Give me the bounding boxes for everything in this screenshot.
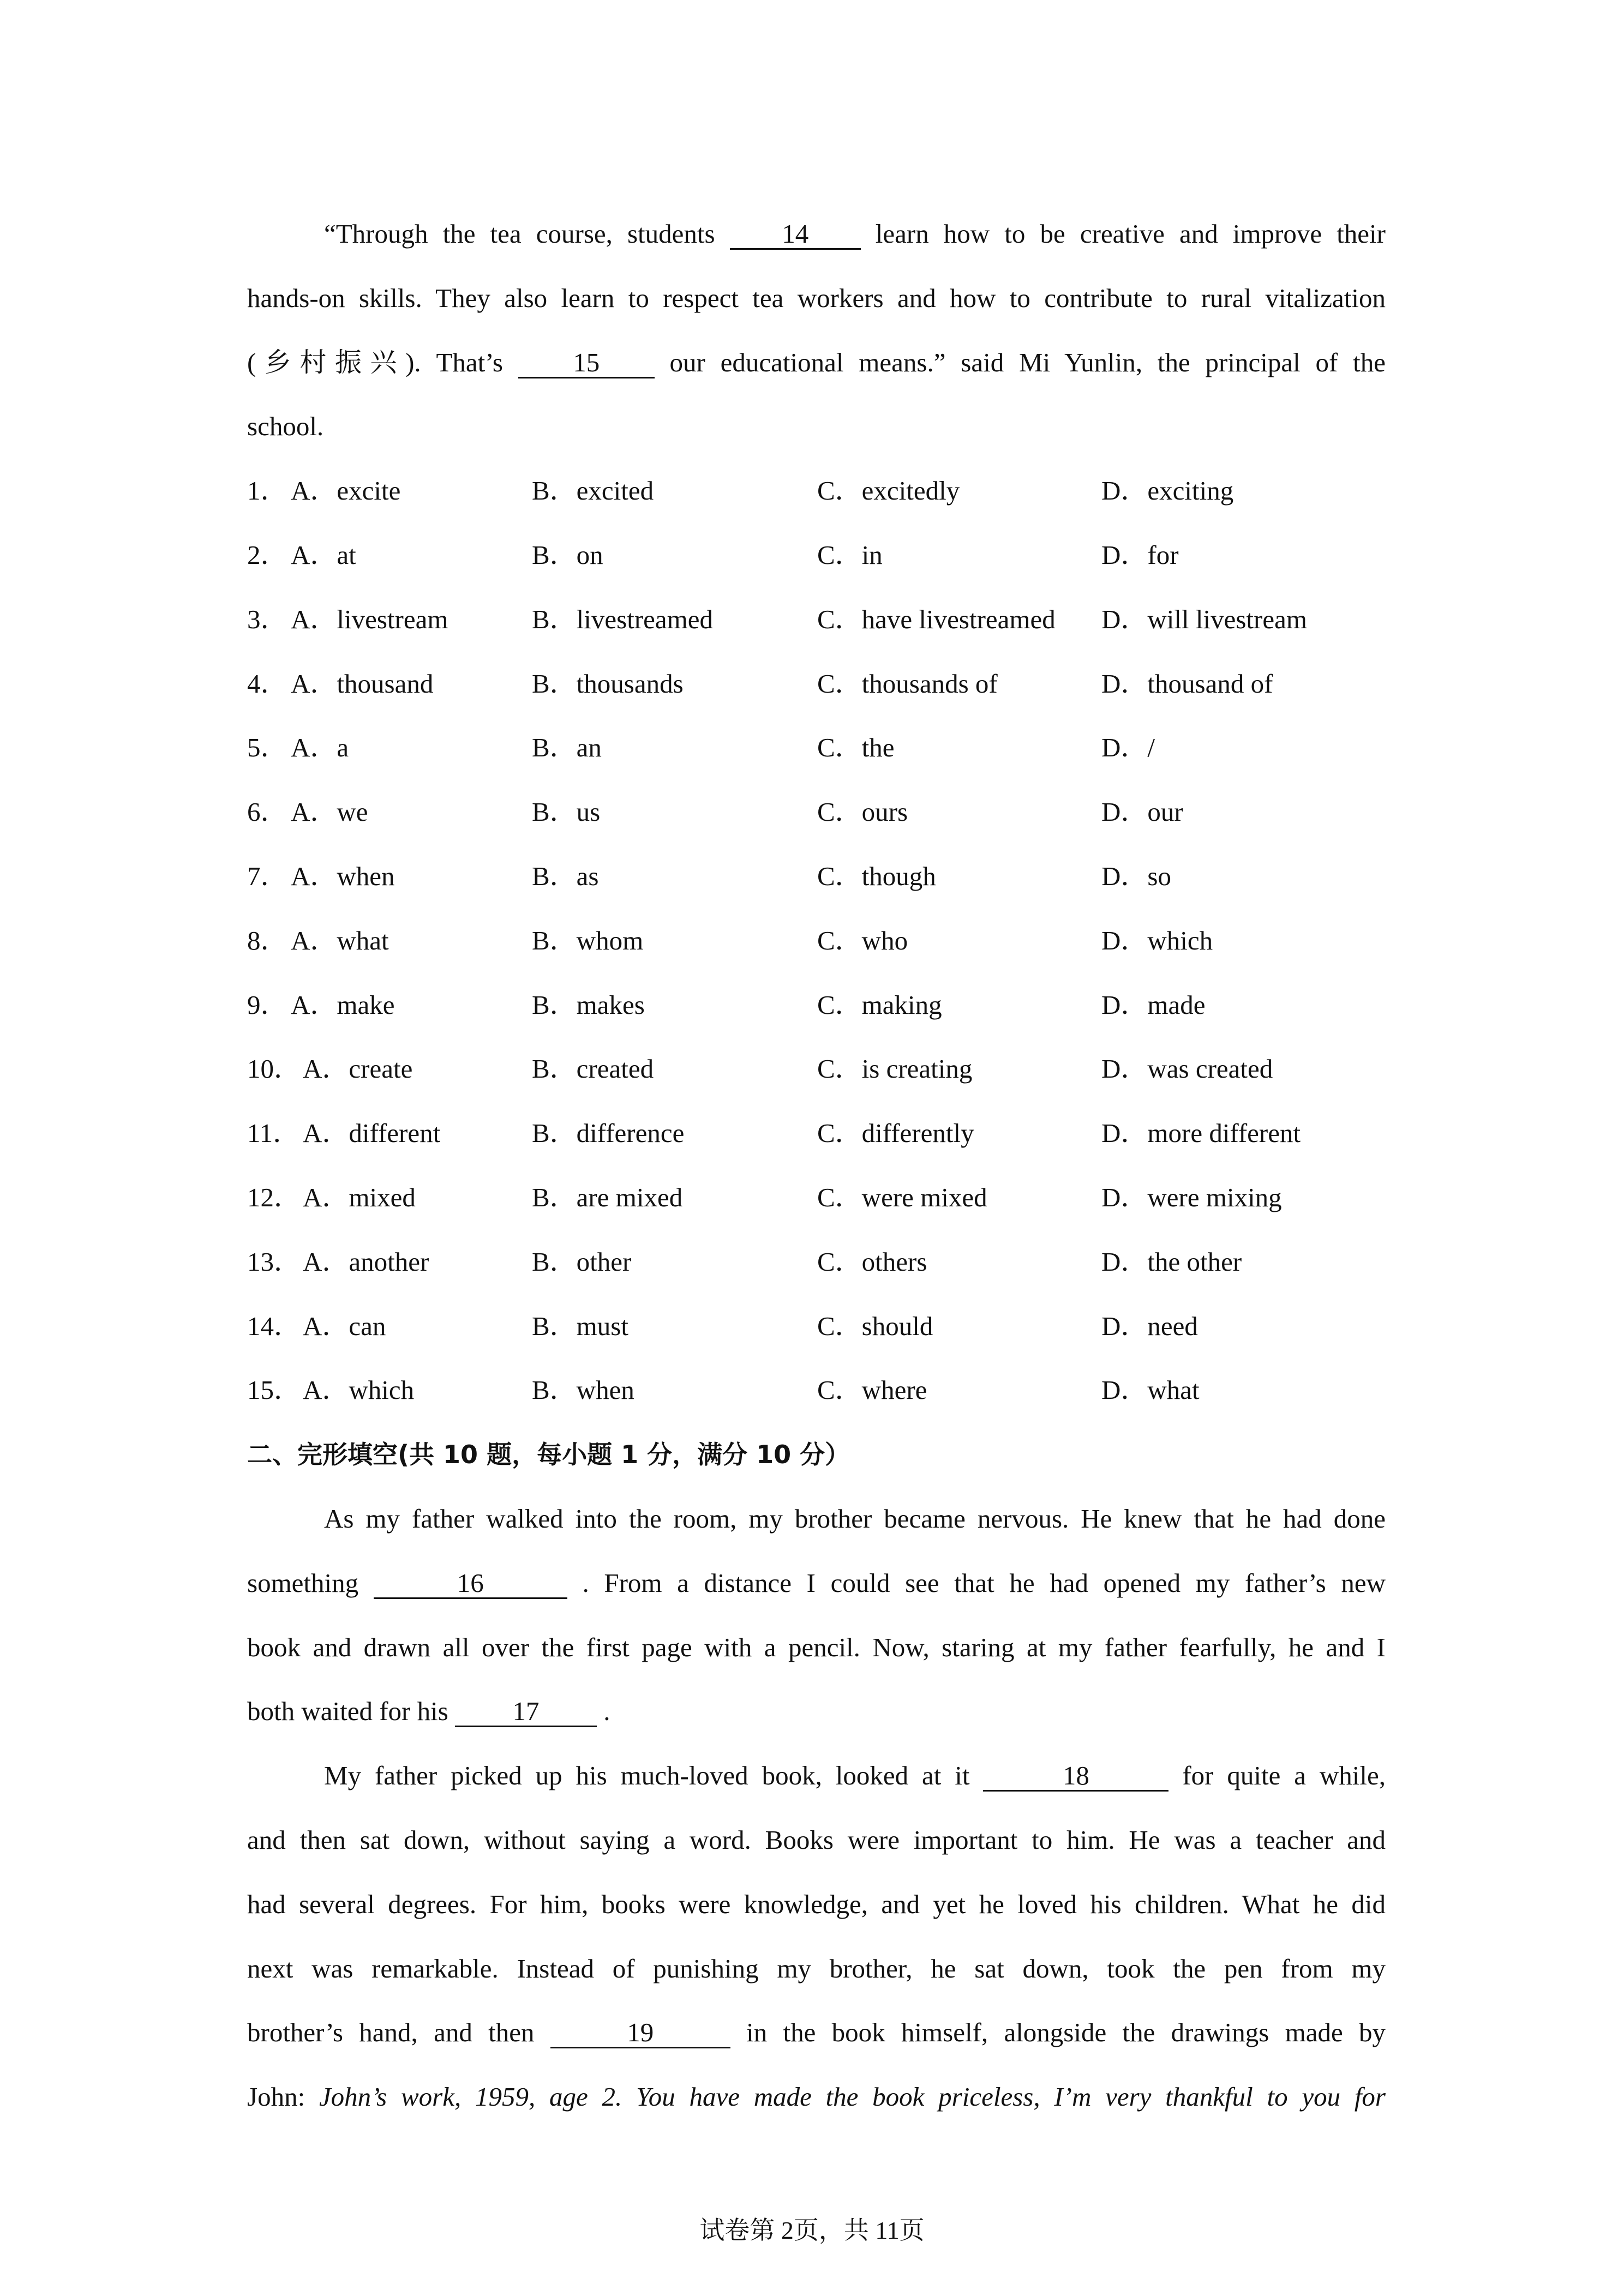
option-a: A．which	[303, 1375, 415, 1405]
option-d: D．will livestream	[1101, 604, 1307, 634]
option-a: A．another	[303, 1246, 429, 1277]
answer-blank: 18	[983, 1762, 1168, 1792]
question-row	[247, 729, 1386, 767]
option-d: D．need	[1101, 1311, 1198, 1341]
question-row	[247, 1243, 1386, 1281]
question-number: 2．	[247, 540, 287, 570]
question-row	[247, 1050, 1386, 1088]
option-d: D．/	[1101, 732, 1155, 763]
option-b: B．as	[532, 861, 599, 891]
text-segment: learn how to be creative and improve their	[875, 219, 1386, 249]
text-line	[247, 2013, 1386, 2052]
text-segment: . From a distance I could see that he had opened my father’s new	[582, 1567, 1386, 1598]
question-row	[247, 793, 1386, 831]
question-number: 12．	[247, 1182, 301, 1212]
text-line	[247, 344, 1386, 382]
option-c: C．were mixed	[817, 1182, 987, 1212]
option-c: C．where	[817, 1375, 927, 1405]
question-number: 1．	[247, 476, 287, 506]
option-a: A．livestream	[291, 604, 448, 634]
option-c: C．who	[817, 925, 908, 955]
option-d: D．thousand of	[1101, 668, 1273, 699]
question-row	[247, 986, 1386, 1024]
question-number: 9．	[247, 989, 287, 1020]
question-number: 13．	[247, 1246, 301, 1277]
question-number: 6．	[247, 797, 287, 827]
italic-text: John’s work, 1959, age 2. You have made the book priceless, I’m very thankful to you for	[319, 2082, 1386, 2112]
question-row	[247, 665, 1386, 703]
option-a: A．mixed	[303, 1182, 416, 1212]
answer-blank: 16	[374, 1569, 567, 1599]
text-line	[247, 215, 1386, 253]
text-segment: both waited for his	[247, 1696, 456, 1727]
option-c: C．have livestreamed	[817, 604, 1056, 634]
option-c: C．the	[817, 732, 895, 763]
option-c: C．in	[817, 540, 883, 570]
answer-blank: 19	[550, 2018, 730, 2048]
text-line	[247, 1564, 1386, 1602]
text-segment: school.	[247, 411, 324, 442]
option-b: B．an	[532, 732, 602, 763]
question-number: 4．	[247, 668, 287, 699]
option-c: C．differently	[817, 1118, 974, 1149]
question-row	[247, 536, 1386, 574]
answer-blank: 14	[730, 220, 861, 250]
text-segment: book and drawn all over the first page with a pencil. Now, staring at my father fearfully, he and I	[247, 1632, 1386, 1662]
question-number: 14．	[247, 1311, 301, 1341]
option-b: B．excited	[532, 476, 654, 506]
text-line	[247, 1692, 1386, 1730]
option-d: D．exciting	[1101, 476, 1234, 506]
question-number: 7．	[247, 861, 287, 891]
option-a: A．when	[291, 861, 395, 891]
question-number: 10．	[247, 1054, 301, 1084]
text-line	[247, 1500, 1386, 1538]
text-line	[247, 1757, 1386, 1795]
option-c: C．ours	[817, 797, 908, 827]
option-d: D．more different	[1101, 1118, 1301, 1149]
text-segment: As my father walked into the room, my brother became nervous. He knew that he had done	[324, 1504, 1386, 1534]
option-c: C．others	[817, 1246, 927, 1277]
question-number: 5．	[247, 732, 287, 763]
answer-blank: 15	[518, 348, 655, 378]
option-b: B．makes	[532, 989, 645, 1020]
text-line	[247, 1821, 1386, 1859]
question-row	[247, 1179, 1386, 1217]
option-c: C．making	[817, 989, 942, 1020]
option-a: A．make	[291, 989, 395, 1020]
option-d: D．our	[1101, 797, 1183, 827]
question-row	[247, 600, 1386, 639]
page-footer: 试卷第 2页，共 11页	[699, 2216, 925, 2244]
option-b: B．when	[532, 1375, 634, 1405]
question-row	[247, 1371, 1386, 1409]
option-b: B．other	[532, 1246, 632, 1277]
option-a: A．at	[291, 540, 356, 570]
option-a: A．what	[291, 925, 389, 955]
option-a: A．can	[303, 1311, 386, 1341]
text-segment: something	[247, 1567, 374, 1598]
text-segment: for quite a while,	[1182, 1760, 1386, 1791]
option-a: A．different	[303, 1118, 441, 1149]
option-a: A．excite	[291, 476, 401, 506]
option-b: B．must	[532, 1311, 628, 1341]
text-segment: had several degrees. For him, books were knowledge, and yet he loved his children. What he did	[247, 1889, 1386, 1919]
text-line	[247, 407, 1386, 446]
option-d: D．which	[1101, 925, 1213, 955]
question-row	[247, 857, 1386, 895]
option-a: A．a	[291, 732, 349, 763]
option-c: C．thousands of	[817, 668, 998, 699]
question-number: 3．	[247, 604, 287, 634]
option-b: B．on	[532, 540, 603, 570]
option-a: A．we	[291, 797, 368, 827]
option-d: D．for	[1101, 540, 1179, 570]
text-line	[247, 2078, 1386, 2116]
question-number: 8．	[247, 925, 287, 955]
question-number: 15．	[247, 1375, 301, 1405]
option-a: A．thousand	[291, 668, 434, 699]
option-d: D．the other	[1101, 1246, 1242, 1277]
option-b: B．created	[532, 1054, 654, 1084]
question-row	[247, 1307, 1386, 1345]
option-d: D．were mixing	[1101, 1182, 1282, 1212]
option-b: B．are mixed	[532, 1182, 683, 1212]
text-line	[247, 279, 1386, 317]
text-segment: next was remarkable. Instead of punishing my brother, he sat down, took the pen from my	[247, 1953, 1386, 1984]
text-line	[247, 1950, 1386, 1988]
option-c: C．excitedly	[817, 476, 960, 506]
option-c: C．should	[817, 1311, 933, 1341]
text-segment: hands-on skills. They also learn to respect tea workers and how to contribute to rural vitalization	[247, 283, 1386, 313]
option-a: A．create	[303, 1054, 413, 1084]
text-segment: My father picked up his much-loved book, looked at it	[324, 1760, 984, 1791]
option-d: D．so	[1101, 861, 1171, 891]
option-d: D．made	[1101, 989, 1206, 1020]
option-b: B．difference	[532, 1118, 685, 1149]
question-row	[247, 922, 1386, 960]
text-segment: “Through the tea course, students	[324, 219, 730, 249]
option-b: B．us	[532, 797, 601, 827]
text-line	[247, 1885, 1386, 1924]
question-row	[247, 472, 1386, 510]
text-segment: .	[603, 1696, 610, 1727]
text-segment: our educational means.” said Mi Yunlin, the principal of the	[669, 347, 1386, 377]
question-row	[247, 1114, 1386, 1152]
text-segment: John:	[247, 2082, 319, 2112]
option-c: C．though	[817, 861, 936, 891]
option-d: D．was created	[1101, 1054, 1273, 1084]
option-d: D．what	[1101, 1375, 1200, 1405]
text-segment: and then sat down, without saying a word. Books were important to him. He was a teacher and	[247, 1825, 1386, 1855]
text-segment: (乡村振兴). That’s	[247, 347, 518, 377]
answer-blank: 17	[455, 1697, 597, 1727]
text-segment: brother’s hand, and then	[247, 2017, 550, 2048]
question-number: 11．	[247, 1118, 300, 1149]
option-b: B．whom	[532, 925, 644, 955]
option-c: C．is creating	[817, 1054, 973, 1084]
option-b: B．livestreamed	[532, 604, 714, 634]
option-b: B．thousands	[532, 668, 684, 699]
section-heading: 二、完形填空(共 10 题，每小题 1 分，满分 10 分）	[247, 1440, 850, 1470]
text-segment: in the book himself, alongside the drawings made by	[746, 2017, 1386, 2048]
text-line	[247, 1628, 1386, 1667]
